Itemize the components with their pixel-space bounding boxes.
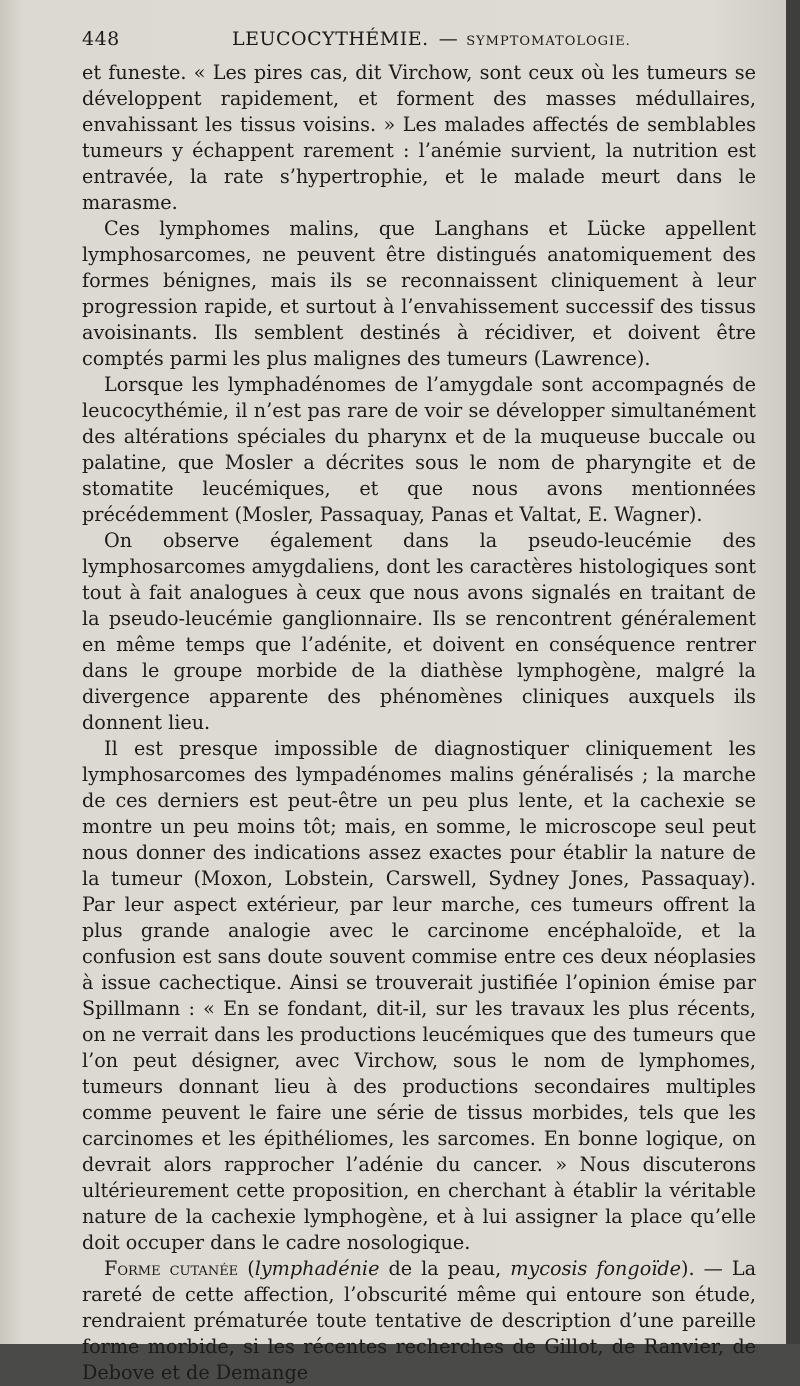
paragraph: Lorsque les lymphadénomes de l’amygdale sont accompagnés de leucocythémie, il n’est pas rare de voir se développer simultanément des altérations spéciales du pharynx et de la muqueuse buccale ou palatine, que Mosler a décrites sous le nom de pharyngite et de stomatite leucémiques, et que nous avons mentionnées précédemment (Mosler, Passaquay, Panas et Valtat, E. Wagner). xyxy=(82,373,756,526)
italic-term: lymphadénie xyxy=(254,1257,380,1280)
paragraph: On observe également dans la pseudo-leucémie des lymphosarcomes amygdaliens, dont les caractères histologiques sont tout à fait analogues à ceux que nous avons signalés en traitant de la pseudo-leucémie ganglionnaire. Ils se rencontrent généralement en même temps que l’adénite, et doivent en conséquence rentrer dans le groupe morbide de la diathèse lymphogène, malgré la divergence apparente des phénomènes cliniques auxquels ils donnent lieu. xyxy=(82,529,756,734)
paragraph: Ces lymphomes malins, que Langhans et Lücke appellent lymphosarcomes, ne peuvent être distingués anatomiquement des formes bénignes, mais ils se reconnaissent cliniquement à leur progression rapide, et surtout à l’envahissement successif des tissus avoisinants. Ils semblent destinés à récidiver, et doivent être comptés parmi les plus malignes des tumeurs (Lawrence). xyxy=(82,217,756,370)
running-title: LEUCOCYTHÉMIE. xyxy=(232,28,429,50)
section-heading: Forme cutanée xyxy=(104,1257,239,1280)
page-body xyxy=(82,60,756,1386)
text-fragment: ). — La rareté de cette affection, l’obscurité même qui entoure son étude, rendraient prématurée toute tentative de description d’une pareille forme morbide, si les récentes recherches de Gillot, de Ranvier, de Debove et de Demange xyxy=(82,1257,757,1384)
text-fragment: ( xyxy=(238,1257,255,1280)
paragraph-forme-cutanee xyxy=(82,1256,756,1386)
page-edge xyxy=(786,0,800,1344)
running-subtitle: SYMPTOMATOLOGIE. xyxy=(466,34,631,49)
page-number: 448 xyxy=(82,28,120,50)
paragraph: et funeste. « Les pires cas, dit Virchow, sont ceux où les tumeurs se développent rapidement, et forment des masses médullaires, envahissant les tissus voisins. » Les malades affectés de semblables tumeurs y échappent rarement : l’anémie survient, la nutrition est entravée, la rate s’hypertrophie, et le malade meurt dans le marasme. xyxy=(82,61,756,214)
page-header xyxy=(82,28,746,58)
paragraph: Il est presque impossible de diagnostiquer cliniquement les lymphosarcomes des lympadénomes malins généralisés ; la marche de ces derniers est peut-être un peu plus lente, et la cachexie se montre un peu moins tôt; mais, en somme, le microscope seul peut nous donner des indications assez exactes pour établir la nature de la tumeur (Moxon, Lobstein, Carswell, Sydney Jones, Passaquay). Par leur aspect extérieur, par leur marche, ces tumeurs offrent la plus grande analogie avec le carcinome encéphaloïde, et la confusion est sans doute souvent commise entre ces deux néoplasies à issue cachectique. Ainsi se trouverait justifiée l’opinion émise par Spillmann : « En se fondant, dit-il, sur les travaux les plus récents, on ne verrait dans les productions leucémiques que des tumeurs que l’on peut désigner, avec Virchow, sous le nom de lymphomes, tumeurs donnant lieu à des productions secondaires multiples comme peuvent le faire une série de tissus morbides, tels que les carcinomes et les épithéliomes, les sarcomes. En bonne logique, on devrait alors rapprocher l’adénie du cancer. » Nous discuterons ultérieurement cette proposition, en cherchant à établir la véritable nature de la cachexie lymphogène, et à lui assigner la place qu’elle doit occuper dans le cadre nosologique. xyxy=(82,737,756,1254)
header-separator: — xyxy=(438,28,459,50)
text-fragment: de la peau, xyxy=(379,1257,511,1280)
italic-term: mycosis fongoïde xyxy=(510,1257,682,1280)
